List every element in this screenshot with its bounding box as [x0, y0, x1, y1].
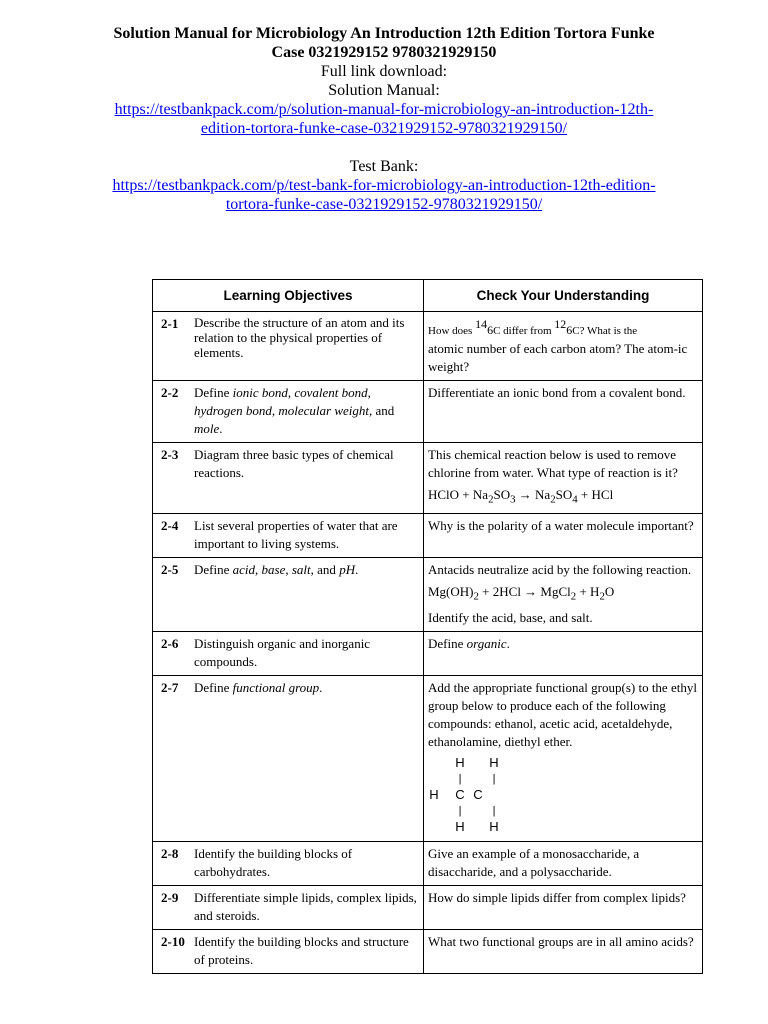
- title-line-1: Solution Manual for Microbiology An Introduction 12th Edition Tortora Funke: [113, 25, 655, 42]
- solution-manual-label: Solution Manual:: [328, 82, 440, 99]
- table-row: [153, 886, 703, 930]
- test-bank-link-1[interactable]: https://testbankpack.com/p/test-bank-for-microbiology-an-introduction-12th-edition-: [112, 177, 656, 194]
- table-row: [153, 312, 703, 381]
- check-cell: [424, 443, 703, 514]
- objective-text: Distinguish organic and inorganic compounds.: [194, 636, 371, 670]
- title-line-2: Case 0321929152 9780321929150: [271, 44, 497, 61]
- table-header-row: [153, 280, 703, 312]
- chemical-equation: HClO + $Na_2SO_3 \to Na_2SO_4$ + HCl: [428, 487, 614, 506]
- question-text: atomic number of each carbon atom? The atom-ic weight?: [428, 341, 688, 374]
- question-text: How does: [428, 325, 476, 337]
- subscript: 6: [566, 323, 573, 337]
- column-header-objectives: Learning Objectives: [153, 280, 424, 312]
- row-number: 2-4: [161, 517, 179, 533]
- row-number: 2-9: [161, 890, 179, 906]
- question-text: Define organic.: [424, 632, 703, 676]
- row-number: 2-6: [161, 636, 179, 652]
- row-number: 2-7: [161, 680, 179, 696]
- check-cell: [424, 312, 703, 381]
- objective-text: Identify the building blocks of carbohydrates.: [194, 846, 353, 880]
- table-row: [153, 632, 703, 676]
- objective-text: Define functional group.: [194, 680, 323, 696]
- chemical-equation: $Mg(OH)_2 + 2HCl$ → MgCl$_2$ + $H_2O$: [428, 583, 615, 603]
- question-text: Add the appropriate functional group(s) to the ethyl group below to produce each of the following compounds: ethanol, acetic acid, acetaldehyde, ethanolamine, diethyl ether.: [428, 680, 697, 750]
- row-number: 2-10: [161, 934, 185, 950]
- question-text: Identify the acid, base, and salt.: [428, 610, 593, 626]
- table-row: [153, 930, 703, 974]
- question-text: What two functional groups are in all amino acids?: [424, 930, 703, 974]
- check-cell: [424, 676, 703, 842]
- objective-text: Define acid, base, salt, and pH.: [194, 561, 359, 577]
- table-row: [153, 842, 703, 886]
- test-bank-label: Test Bank:: [349, 158, 419, 175]
- table-row: [153, 513, 703, 557]
- table-row: [153, 676, 703, 842]
- column-header-check: Check Your Understanding: [424, 280, 703, 312]
- ethyl-group-diagram: H H | | H C C | | H H: [429, 755, 499, 835]
- row-number: 2-2: [161, 385, 179, 400]
- row-number: 2-8: [161, 846, 179, 862]
- question-text: How do simple lipids differ from complex lipids?: [424, 886, 703, 930]
- objective-text: Diagram three basic types of chemical reactions.: [194, 447, 394, 480]
- question-text: Antacids neutralize acid by the following reaction.: [428, 561, 692, 577]
- solution-manual-link-1[interactable]: https://testbankpack.com/p/solution-manual-for-microbiology-an-introduction-12th-: [114, 101, 654, 118]
- question-text: Give an example of a monosaccharide, a disaccharide, and a polysaccharide.: [424, 842, 703, 886]
- table-row: [153, 443, 703, 514]
- row-number: 2-1: [161, 316, 179, 331]
- document-header: [0, 24, 768, 214]
- question-text: This chemical reaction below is used to remove chlorine from water. What type of reaction is it?: [428, 447, 678, 480]
- objective-text: Define ionic bond, covalent bond, hydrogen bond, molecular weight, and mole.: [194, 385, 395, 436]
- objectives-table: [152, 279, 703, 974]
- row-number: 2-3: [161, 447, 179, 462]
- full-link-label: Full link download:: [320, 63, 448, 80]
- test-bank-link-2[interactable]: tortora-funke-case-0321929152-9780321929150/: [225, 196, 543, 213]
- subscript: 6: [487, 323, 494, 337]
- solution-manual-link-2[interactable]: edition-tortora-funke-case-0321929152-9780321929150/: [200, 120, 568, 137]
- superscript: 12: [554, 317, 567, 331]
- objective-text: Identify the building blocks and structure of proteins.: [194, 934, 409, 968]
- table-row: [153, 557, 703, 632]
- objective-text: Describe the structure of an atom and its relation to the physical properties of elements.: [194, 315, 405, 360]
- check-cell: [424, 557, 703, 632]
- objective-text: Differentiate simple lipids, complex lipids, and steroids.: [194, 890, 417, 924]
- question-text: C? What is the: [572, 325, 638, 337]
- question-text: C differ from: [493, 325, 555, 337]
- question-text: Differentiate an ionic bond from a covalent bond.: [424, 381, 703, 443]
- objective-text: List several properties of water that are important to living systems.: [194, 517, 398, 551]
- superscript: 14: [475, 317, 488, 331]
- question-text: Why is the polarity of a water molecule important?: [424, 513, 703, 557]
- row-number: 2-5: [161, 561, 179, 577]
- table-row: [153, 381, 703, 443]
